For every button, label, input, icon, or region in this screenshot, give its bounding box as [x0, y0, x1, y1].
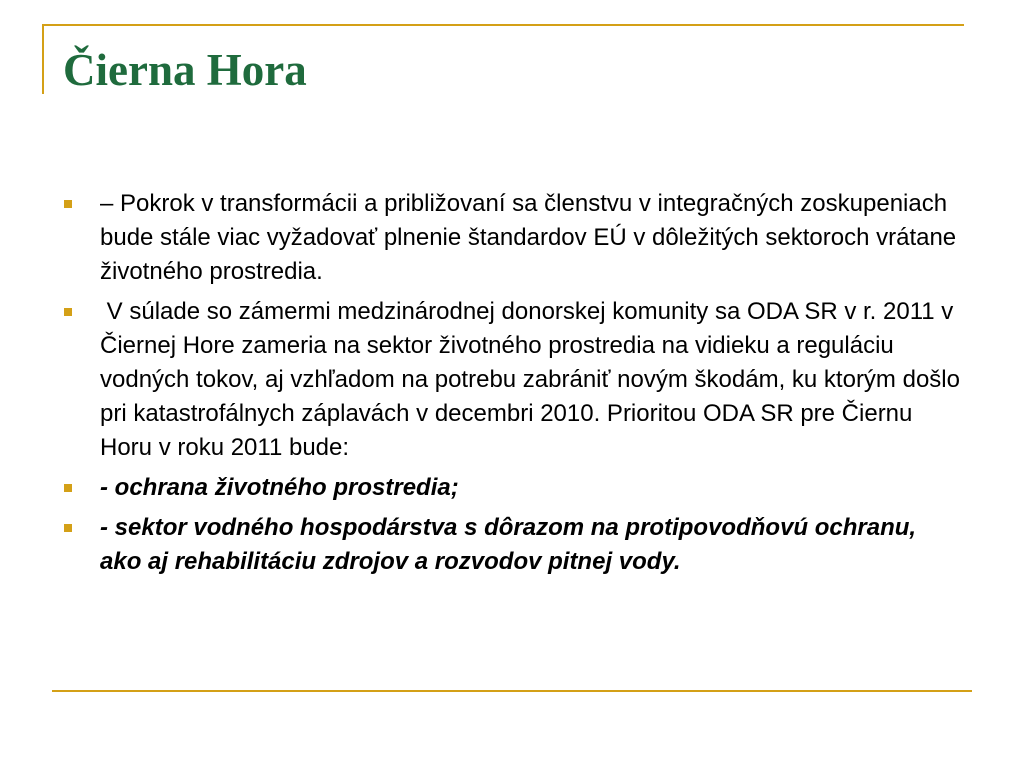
bullet-item: [60, 187, 960, 289]
bullet-item: [60, 295, 967, 465]
square-bullet-icon: [64, 308, 72, 316]
bullet-text: V súlade so zámermi medzinárodnej donorskej komunity sa ODA SR v r. 2011 v Čiernej Hore zameria na sektor životného prostredia na vidieku a reguláciu vodných tokov, aj vzhľadom na potrebu zabrániť novým škodám, ku ktorým došlo pri katastrofálnych záplavách v decembri 2010. Prioritou ODA SR pre Čiernu Horu v roku 2011 bude:: [100, 298, 967, 461]
bullet-item: [60, 511, 960, 579]
square-bullet-icon: [64, 484, 72, 492]
bullet-item: [60, 471, 960, 505]
bullet-text: - ochrana životného prostredia;: [100, 474, 459, 501]
square-bullet-icon: [64, 200, 72, 208]
title-rule-left: [42, 24, 44, 94]
footer-rule: [52, 690, 972, 692]
slide-title: Čierna Hora: [63, 45, 307, 95]
bullet-text: - sektor vodného hospodárstva s dôrazom na protipovodňovú ochranu, ako aj rehabilitáciu zdrojov a rozvodov pitnej vody.: [100, 514, 917, 575]
square-bullet-icon: [64, 524, 72, 532]
title-rule-top: [42, 24, 964, 26]
bullet-list: [60, 187, 967, 585]
bullet-text: – Pokrok v transformácii a približovaní sa členstvu v integračných zoskupeniach bude stále viac vyžadovať plnenie štandardov EÚ v dôležitých sektoroch vrátane životného prostredia.: [100, 190, 957, 285]
